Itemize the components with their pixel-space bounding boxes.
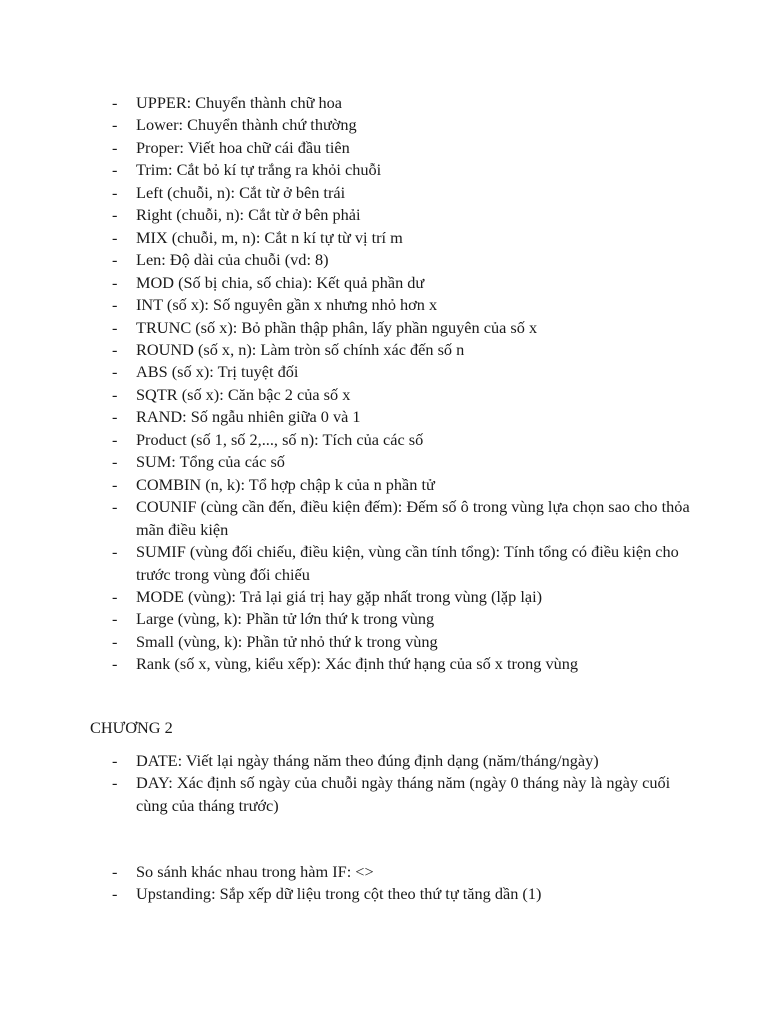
dash-bullet: - (112, 250, 118, 270)
list-item (112, 384, 692, 406)
dash-bullet: - (112, 339, 118, 359)
dash-bullet: - (112, 137, 118, 157)
list-item (112, 541, 692, 586)
dash-bullet: - (112, 362, 118, 382)
dash-bullet: - (112, 429, 118, 449)
dash-bullet: - (112, 586, 118, 606)
list-item-text: SUM: Tổng của các số (136, 452, 285, 472)
list-item (112, 317, 692, 339)
list-item-text: Product (số 1, số 2,..., số n): Tích của các số (136, 429, 424, 449)
list-item-text: Rank (số x, vùng, kiểu xếp): Xác định thứ hạng của số x trong vùng (136, 654, 579, 674)
list-item-text: COUNIF (cùng cần đến, điều kiện đếm): Đếm số ô trong vùng lựa chọn sao cho thỏa mãn điều kiện (136, 497, 690, 539)
list-item (112, 608, 692, 630)
list-item (112, 137, 692, 159)
list-item (112, 451, 692, 473)
dash-bullet: - (112, 160, 118, 180)
dash-bullet: - (112, 542, 118, 562)
list-item (112, 92, 692, 114)
list-item-text: SUMIF (vùng đối chiếu, điều kiện, vùng cần tính tổng): Tính tổng có điều kiện cho trước trong vùng đối chiếu (136, 542, 679, 584)
list-item (112, 429, 692, 451)
dash-bullet: - (112, 609, 118, 629)
list-item (112, 249, 692, 271)
list-item (112, 182, 692, 204)
list-item (112, 861, 692, 883)
list-item-text: RAND: Số ngẫu nhiên giữa 0 và 1 (136, 407, 361, 427)
list-item (112, 653, 692, 675)
list-item-text: Proper: Viết hoa chữ cái đầu tiên (136, 137, 350, 157)
dash-bullet: - (112, 862, 118, 881)
list-item-text: Upstanding: Sắp xếp dữ liệu trong cột theo thứ tự tăng dần (1) (136, 884, 542, 904)
date-function-list (112, 750, 692, 817)
list-item (112, 114, 692, 136)
misc-notes-list (112, 861, 692, 906)
list-item-text: COMBIN (n, k): Tổ hợp chập k của n phần tử (136, 474, 435, 494)
list-item (112, 772, 692, 817)
dash-bullet: - (112, 295, 118, 315)
list-item-text: UPPER: Chuyển thành chữ hoa (136, 93, 342, 112)
dash-bullet: - (112, 227, 118, 247)
dash-bullet: - (112, 497, 118, 517)
list-item-text: Right (chuỗi, n): Cắt từ ở bên phải (136, 205, 361, 225)
list-item (112, 361, 692, 383)
list-item (112, 272, 692, 294)
list-item-text: ABS (số x): Trị tuyệt đối (136, 362, 299, 382)
list-item (112, 631, 692, 653)
list-item (112, 496, 692, 541)
dash-bullet: - (112, 182, 118, 202)
dash-bullet: - (112, 317, 118, 337)
list-item (112, 586, 692, 608)
dash-bullet: - (112, 205, 118, 225)
list-item-text: Small (vùng, k): Phần tử nhỏ thứ k trong vùng (136, 631, 438, 651)
list-item (112, 750, 692, 772)
chapter-heading: CHƯƠNG 2 (90, 718, 173, 737)
dash-bullet: - (112, 884, 118, 904)
list-item (112, 227, 692, 249)
list-item-text: TRUNC (số x): Bỏ phần thập phân, lấy phần nguyên của số x (136, 317, 538, 337)
list-item-text: SQTR (số x): Căn bậc 2 của số x (136, 384, 351, 404)
list-item-text: DATE: Viết lại ngày tháng năm theo đúng định dạng (năm/tháng/ngày) (136, 751, 599, 770)
dash-bullet: - (112, 452, 118, 472)
dash-bullet: - (112, 773, 118, 793)
function-list (112, 92, 692, 676)
list-item-text: MOD (Số bị chia, số chia): Kết quả phần dư (136, 272, 425, 292)
dash-bullet: - (112, 407, 118, 427)
list-item-text: MODE (vùng): Trả lại giá trị hay gặp nhất trong vùng (lặp lại) (136, 586, 543, 606)
list-item-text: DAY: Xác định số ngày của chuỗi ngày tháng năm (ngày 0 tháng này là ngày cuối cùng của tháng trước) (136, 773, 671, 815)
list-item-text: Lower: Chuyển thành chứ thường (136, 115, 357, 135)
list-item-text: Left (chuỗi, n): Cắt từ ở bên trái (136, 182, 346, 202)
list-item (112, 474, 692, 496)
dash-bullet: - (112, 654, 118, 674)
list-item (112, 339, 692, 361)
list-item-text: MIX (chuỗi, m, n): Cắt n kí tự từ vị trí m (136, 227, 403, 247)
dash-bullet: - (112, 384, 118, 404)
list-item (112, 406, 692, 428)
dash-bullet: - (112, 631, 118, 651)
list-item (112, 204, 692, 226)
list-item-text: Trim: Cắt bỏ kí tự trắng ra khỏi chuỗi (136, 160, 382, 180)
dash-bullet: - (112, 93, 118, 112)
list-item-text: Len: Độ dài của chuỗi (vd: 8) (136, 250, 329, 270)
list-item (112, 294, 692, 316)
dash-bullet: - (112, 272, 118, 292)
dash-bullet: - (112, 751, 118, 770)
list-item-text: Large (vùng, k): Phần tử lớn thứ k trong vùng (136, 609, 435, 629)
list-item (112, 883, 692, 905)
list-item-text: INT (số x): Số nguyên gần x nhưng nhỏ hơn x (136, 295, 438, 315)
dash-bullet: - (112, 115, 118, 135)
dash-bullet: - (112, 474, 118, 494)
list-item-text: So sánh khác nhau trong hàm IF: <> (136, 862, 374, 881)
list-item (112, 159, 692, 181)
list-item-text: ROUND (số x, n): Làm tròn số chính xác đến số n (136, 339, 465, 359)
